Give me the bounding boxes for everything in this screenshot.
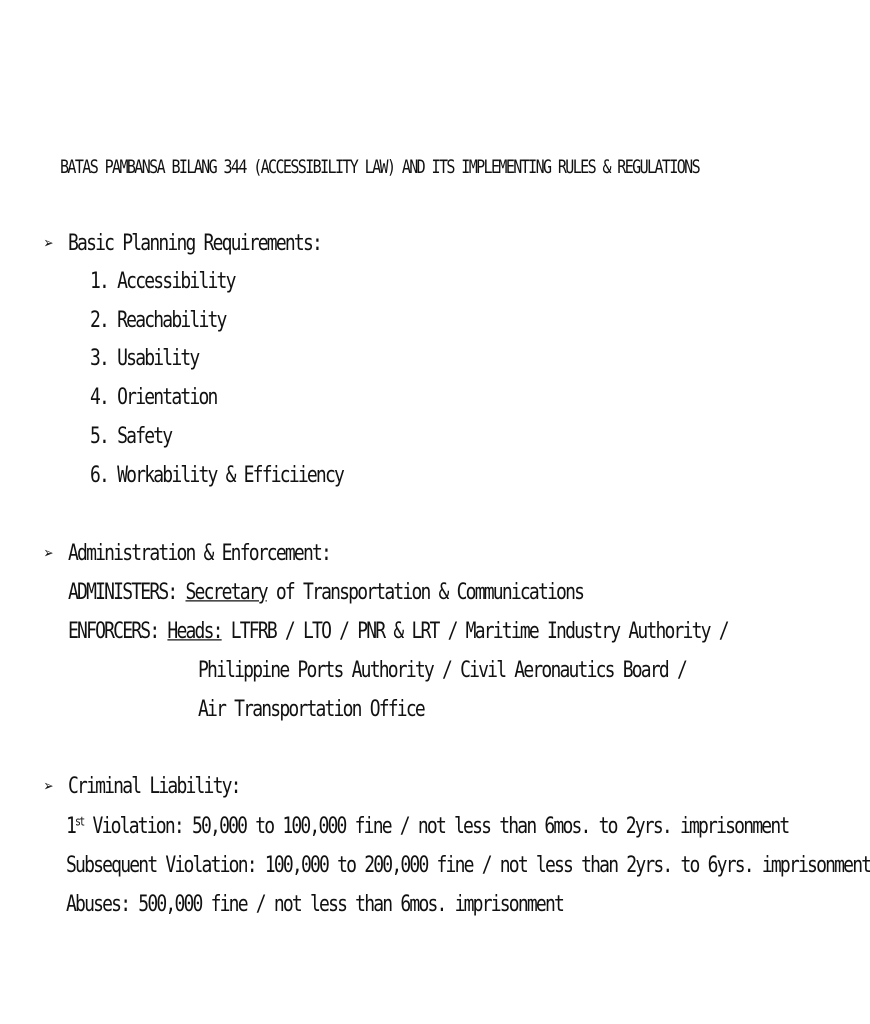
list-number: 2. — [90, 307, 109, 334]
administers-rest: of Transportation & Communications — [275, 579, 584, 606]
arrow-bullet-icon: ➢ — [44, 231, 54, 255]
list-number: 3. — [90, 345, 109, 372]
list-text: Orientation — [117, 384, 217, 411]
enforcers-line — [68, 618, 728, 646]
administers-line — [68, 579, 583, 607]
list-number: 6. — [90, 462, 109, 489]
administers-label: ADMINISTERS: — [68, 579, 177, 606]
document-title: BATAS PAMBANSA BILANG 344 (ACCESSIBILITY LAW) AND ITS IMPLEMENTING RULES & REGULATIONS — [60, 155, 700, 178]
list-item — [90, 307, 226, 335]
arrow-bullet-icon: ➢ — [44, 541, 54, 565]
list-number: 4. — [90, 384, 109, 411]
first-violation-sup: st — [75, 815, 84, 830]
list-item — [90, 345, 198, 373]
subsequent-violation-line: Subsequent Violation: 100,000 to 200,000 fine / not less than 2yrs. to 6yrs. imprisonment — [66, 852, 870, 879]
administers-role: Secretary — [185, 579, 267, 606]
list-item — [90, 462, 343, 490]
first-violation-line — [66, 813, 788, 841]
enforcers-agencies-1: LTFRB / LTO / PNR & LRT / Maritime Industry Authority / — [230, 618, 728, 645]
abuses-line: Abuses: 500,000 fine / not less than 6mos. imprisonment — [66, 891, 564, 918]
list-number: 5. — [90, 423, 109, 450]
list-text: Workability & Efficiiency — [117, 462, 344, 489]
list-item — [90, 423, 171, 451]
section-heading-criminal-liability: Criminal Liability: — [68, 773, 240, 800]
list-text: Accessibility — [117, 268, 235, 295]
arrow-bullet-icon: ➢ — [44, 774, 54, 798]
list-text: Safety — [117, 423, 172, 450]
section-heading-planning: Basic Planning Requirements: — [68, 230, 322, 257]
list-item — [90, 384, 217, 412]
enforcers-agencies-2: Philippine Ports Authority / Civil Aeronautics Board / — [198, 657, 686, 684]
enforcers-heads: Heads: — [167, 618, 222, 645]
list-number: 1. — [90, 268, 109, 295]
enforcers-label: ENFORCERS: — [68, 618, 159, 645]
list-item — [90, 268, 235, 296]
list-text: Reachability — [117, 307, 226, 334]
list-text: Usability — [117, 345, 199, 372]
first-violation-num: 1 — [66, 813, 76, 840]
first-violation-text: Violation: 50,000 to 100,000 fine / not less than 6mos. to 2yrs. imprisonment — [92, 813, 789, 840]
section-heading-administration: Administration & Enforcement: — [68, 540, 331, 567]
enforcers-agencies-3: Air Transportation Office — [198, 696, 424, 723]
